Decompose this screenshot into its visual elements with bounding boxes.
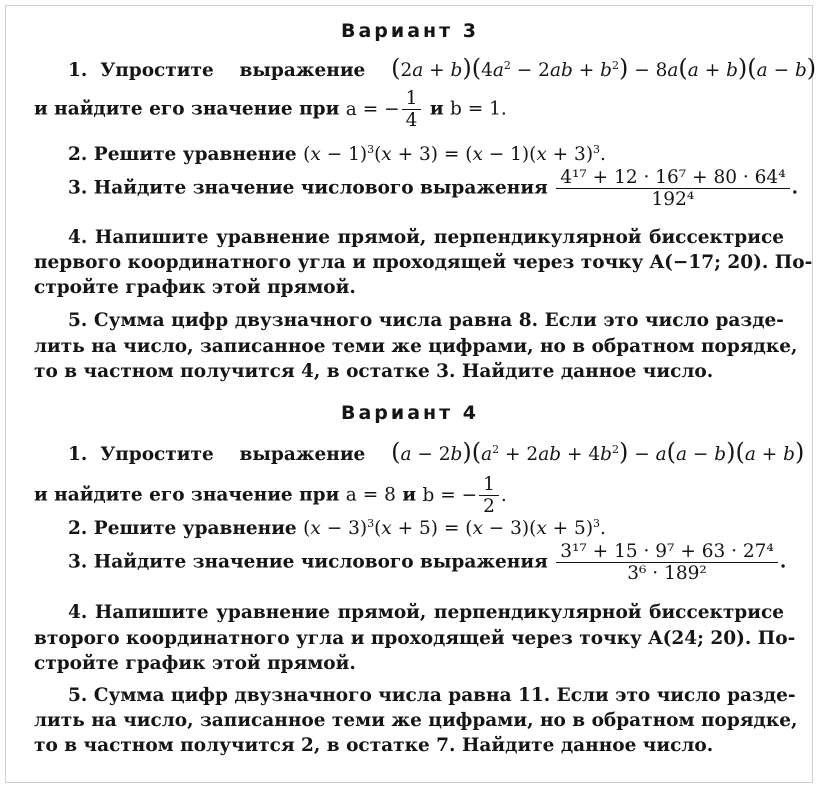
- v4-task-1-text: и найдите его значение при: [34, 484, 340, 506]
- v4-a-value: a = 8: [345, 484, 396, 506]
- v3-task-4-line-3: стройте график этой прямой.: [34, 277, 356, 298]
- v3-task-5-line-3: то в частном получится 4, в остатке 3. Найдите данное число.: [34, 361, 714, 382]
- v3-task-3-fraction: [556, 167, 789, 210]
- v3-task-4-text-1: Напишите уравнение прямой, перпендикулярной биссектрисе: [94, 227, 784, 248]
- v3-task-5-number: 5.: [68, 310, 88, 331]
- v3-task-4-line-1: [68, 226, 784, 250]
- v4-task-1-word-1: Упростите: [100, 444, 214, 465]
- v4-b-value: [422, 474, 507, 517]
- v3-task-2-text: Решите уравнение: [93, 144, 297, 165]
- v3-task-3-denominator: 192⁴: [651, 189, 695, 210]
- v4-b-den: 2: [483, 496, 495, 517]
- v4-task-1-line-2: [34, 474, 784, 517]
- v3-b-value: b = 1.: [450, 98, 507, 120]
- v4-task-1-number: 1.: [68, 444, 88, 465]
- v3-task-4-line-2: первого координатного угла и проходящей через точку A(−17; 20). По-: [34, 252, 813, 273]
- v4-task-3: [68, 541, 787, 584]
- v4-task-5-number: 5.: [68, 685, 88, 706]
- v3-task-3-end: .: [791, 177, 799, 199]
- v3-task-1-word-1: Упростите: [100, 60, 214, 81]
- v3-task-5-text-1: Сумма цифр двузначного числа равна 8. Если это число разде-: [93, 310, 784, 331]
- v4-b-eq: b = −: [422, 484, 478, 506]
- v4-task-4-number: 4.: [68, 602, 88, 623]
- v3-task-1-word-2: выражение: [239, 60, 366, 81]
- v4-task-5-line-1: [68, 684, 796, 708]
- v4-task-2-equation: $(x - 3)^3(x + 5) = (x - 3)(x + 5)^3$.: [303, 517, 606, 539]
- v3-a-fraction: [402, 88, 422, 131]
- v4-task-1-word-2: выражение: [239, 444, 366, 465]
- v4-task-5-line-2: лить на число, записанное теми же цифрами, но в обратном порядке,: [34, 710, 798, 731]
- v3-task-3-numerator: 4¹⁷ + 12 · 16⁷ + 80 · 64⁴: [556, 167, 789, 189]
- v4-b-num: 1: [479, 474, 499, 496]
- v4-task-3-number: 3.: [68, 551, 88, 573]
- v4-b-fraction: [479, 474, 499, 517]
- v3-a-value: [345, 88, 424, 131]
- v3-task-4-number: 4.: [68, 227, 88, 248]
- v4-task-3-numerator: 3¹⁷ + 15 · 9⁷ + 63 · 27⁴: [556, 541, 778, 563]
- v3-task-1-text: и найдите его значение при: [34, 98, 340, 120]
- v4-task-2-text: Решите уравнение: [93, 518, 297, 539]
- v3-and: и: [429, 98, 444, 120]
- v3-task-2-equation: $(x - 1)^3(x + 3) = (x - 1)(x + 3)^3$.: [303, 143, 606, 165]
- v4-task-3-denominator: 3⁶ · 189²: [627, 563, 707, 584]
- v3-task-2-number: 2.: [68, 144, 88, 165]
- variant-3-title: Вариант 3: [340, 20, 479, 42]
- v3-task-1-line-2: [34, 88, 784, 131]
- v3-a-num: 1: [402, 88, 422, 110]
- v3-task-1-expression: $(2a + b)(4a^2 - 2ab + b^2) - 8a(a + b)(a - b)$: [391, 54, 817, 82]
- v4-task-2-number: 2.: [68, 518, 88, 539]
- v4-and: и: [402, 484, 417, 506]
- v3-task-1-line-1: [68, 54, 817, 83]
- v4-task-1-expression: $(a - 2b)(a^2 + 2ab + 4b^2) - a(a - b)(a + b)$: [391, 438, 805, 466]
- v4-task-5-text-1: Сумма цифр двузначного числа равна 11. Если это число разде-: [93, 685, 796, 706]
- v4-task-4-line-2: второго координатного угла и проходящей через точку A(24; 20). По-: [34, 628, 796, 649]
- v4-task-3-text: Найдите значение числового выражения: [93, 551, 548, 573]
- v3-task-3-text: Найдите значение числового выражения: [93, 177, 548, 199]
- v4-task-5-line-3: то в частном получится 2, в остатке 7. Найдите данное число.: [34, 735, 714, 756]
- v4-task-3-end: .: [779, 551, 787, 573]
- v3-task-5-line-2: лить на число, записанное теми же цифрами, но в обратном порядке,: [34, 336, 798, 357]
- v3-task-1-number: 1.: [68, 60, 88, 81]
- v4-task-2: [68, 517, 784, 541]
- v3-task-5-line-1: [68, 309, 784, 333]
- v4-task-4-line-3: стройте график этой прямой.: [34, 653, 356, 674]
- v4-task-1-line-1: [68, 438, 805, 467]
- v3-a-eq: a = −: [345, 98, 400, 120]
- variant-4-title: Вариант 4: [340, 402, 479, 424]
- v4-task-3-fraction: [556, 541, 778, 584]
- v3-task-3: [68, 167, 799, 210]
- v3-task-2: [68, 143, 784, 167]
- v4-task-4-line-1: [68, 601, 784, 625]
- v3-task-3-number: 3.: [68, 177, 88, 199]
- v3-a-den: 4: [405, 110, 418, 131]
- v4-b-end: .: [500, 484, 507, 506]
- v4-task-4-text-1: Напишите уравнение прямой, перпендикулярной биссектрисе: [94, 602, 784, 623]
